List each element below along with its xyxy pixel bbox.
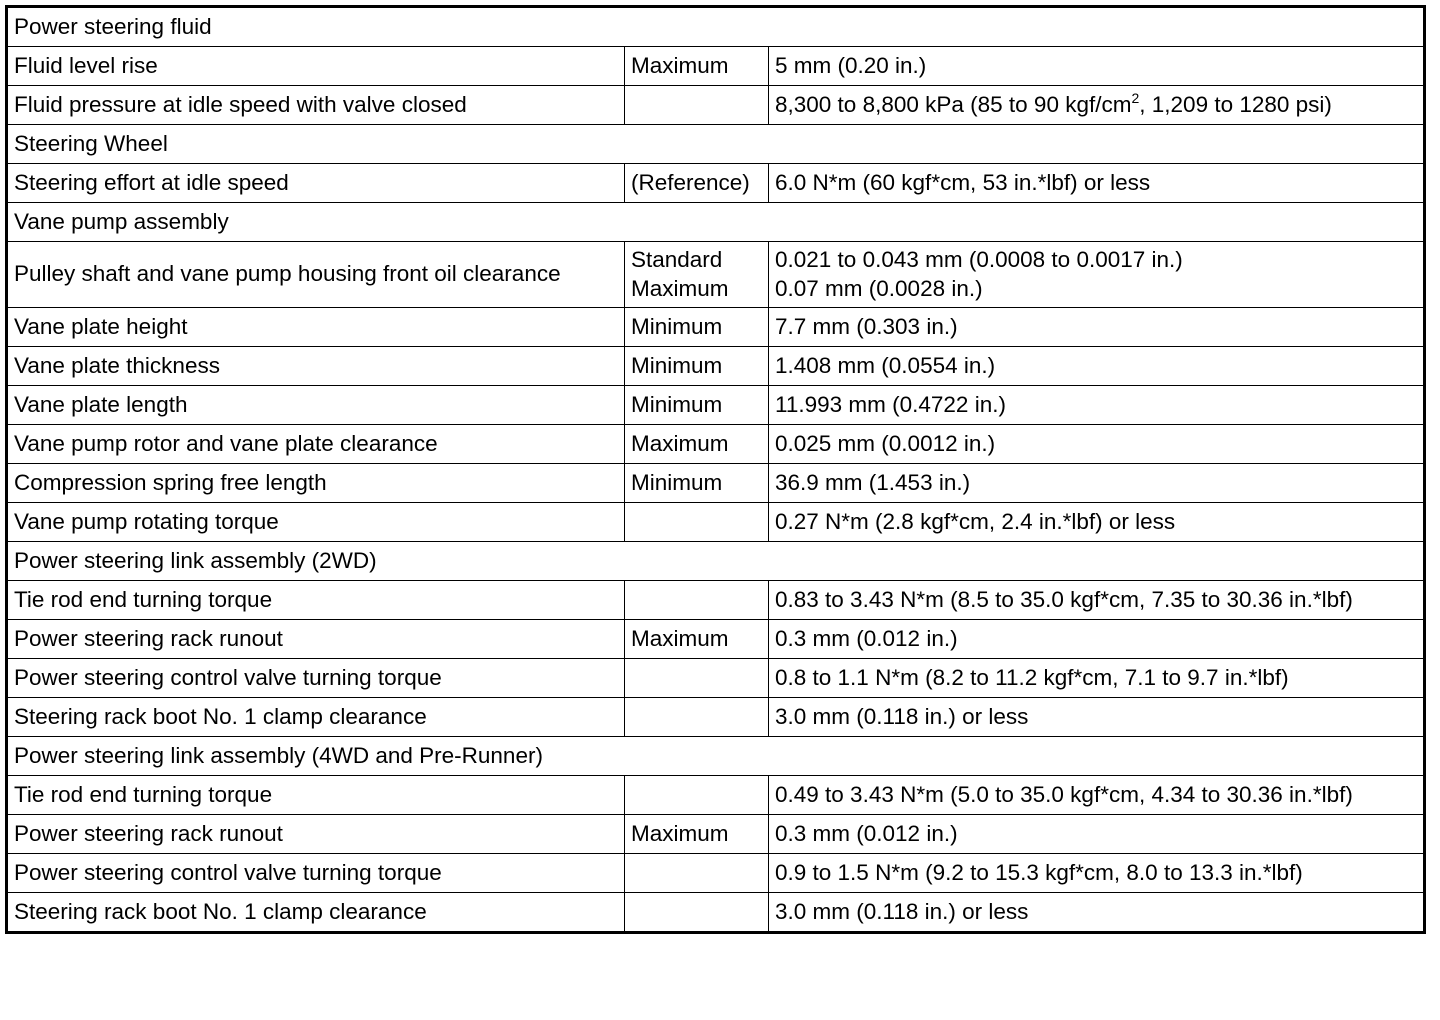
qualifier-line: Maximum xyxy=(631,275,729,301)
value-cell: 36.9 mm (1.453 in.) xyxy=(769,464,1425,503)
section-header-row xyxy=(7,542,1425,581)
value-cell: 0.27 N*m (2.8 kgf*cm, 2.4 in.*lbf) or less xyxy=(769,503,1425,542)
table-row xyxy=(7,242,1425,308)
section-title: Power steering link assembly (2WD) xyxy=(7,542,1425,581)
table-row xyxy=(7,659,1425,698)
qualifier-cell xyxy=(625,86,769,125)
qualifier-cell xyxy=(625,893,769,933)
item-cell: Pulley shaft and vane pump housing front oil clearance xyxy=(7,242,625,308)
qualifier-cell xyxy=(625,698,769,737)
item-cell: Tie rod end turning torque xyxy=(7,776,625,815)
value-cell: 1.408 mm (0.0554 in.) xyxy=(769,347,1425,386)
item-cell: Vane plate height xyxy=(7,308,625,347)
qualifier-cell xyxy=(625,776,769,815)
table-row xyxy=(7,86,1425,125)
qualifier-cell: (Reference) xyxy=(625,164,769,203)
qualifier-cell xyxy=(625,242,769,308)
table-row xyxy=(7,47,1425,86)
value-line: 0.07 mm (0.0028 in.) xyxy=(775,275,983,301)
item-cell: Power steering control valve turning torque xyxy=(7,854,625,893)
table-row xyxy=(7,815,1425,854)
value-line: 0.021 to 0.043 mm (0.0008 to 0.0017 in.) xyxy=(775,247,1183,273)
value-cell: 6.0 N*m (60 kgf*cm, 53 in.*lbf) or less xyxy=(769,164,1425,203)
value-cell: 0.8 to 1.1 N*m (8.2 to 11.2 kgf*cm, 7.1 to 9.7 in.*lbf) xyxy=(769,659,1425,698)
value-cell xyxy=(769,242,1425,308)
section-header-row xyxy=(7,737,1425,776)
section-header-row xyxy=(7,7,1425,47)
item-cell: Power steering control valve turning torque xyxy=(7,659,625,698)
qualifier-cell: Minimum xyxy=(625,464,769,503)
section-title: Vane pump assembly xyxy=(7,203,1425,242)
table-row xyxy=(7,581,1425,620)
table-row xyxy=(7,425,1425,464)
qualifier-cell xyxy=(625,503,769,542)
section-title: Power steering fluid xyxy=(7,7,1425,47)
value-cell: 0.83 to 3.43 N*m (8.5 to 35.0 kgf*cm, 7.35 to 30.36 in.*lbf) xyxy=(769,581,1425,620)
item-cell: Fluid pressure at idle speed with valve closed xyxy=(7,86,625,125)
value-cell xyxy=(769,86,1425,125)
qualifier-cell xyxy=(625,854,769,893)
value-cell: 5 mm (0.20 in.) xyxy=(769,47,1425,86)
table-row xyxy=(7,347,1425,386)
value-cell: 0.49 to 3.43 N*m (5.0 to 35.0 kgf*cm, 4.34 to 30.36 in.*lbf) xyxy=(769,776,1425,815)
section-header-row xyxy=(7,203,1425,242)
value-cell: 11.993 mm (0.4722 in.) xyxy=(769,386,1425,425)
value-cell: 3.0 mm (0.118 in.) or less xyxy=(769,698,1425,737)
value-cell: 0.3 mm (0.012 in.) xyxy=(769,815,1425,854)
item-cell: Power steering rack runout xyxy=(7,815,625,854)
table-row xyxy=(7,620,1425,659)
item-cell: Vane plate length xyxy=(7,386,625,425)
section-title: Power steering link assembly (4WD and Pre-Runner) xyxy=(7,737,1425,776)
table-row xyxy=(7,854,1425,893)
section-title: Steering Wheel xyxy=(7,125,1425,164)
item-cell: Compression spring free length xyxy=(7,464,625,503)
table-row xyxy=(7,164,1425,203)
value-cell: 0.025 mm (0.0012 in.) xyxy=(769,425,1425,464)
qualifier-cell: Minimum xyxy=(625,347,769,386)
item-cell: Fluid level rise xyxy=(7,47,625,86)
table-row xyxy=(7,893,1425,933)
qualifier-cell: Minimum xyxy=(625,386,769,425)
item-cell: Vane pump rotor and vane plate clearance xyxy=(7,425,625,464)
value-text: 8,300 to 8,800 kPa (85 to 90 kgf/cm xyxy=(775,91,1132,117)
value-cell: 0.3 mm (0.012 in.) xyxy=(769,620,1425,659)
table-row xyxy=(7,503,1425,542)
qualifier-cell: Maximum xyxy=(625,620,769,659)
qualifier-line: Standard xyxy=(631,247,723,273)
section-header-row xyxy=(7,125,1425,164)
table-row xyxy=(7,308,1425,347)
qualifier-cell: Maximum xyxy=(625,815,769,854)
qualifier-cell xyxy=(625,581,769,620)
item-cell: Vane pump rotating torque xyxy=(7,503,625,542)
qualifier-cell: Maximum xyxy=(625,47,769,86)
item-cell: Steering rack boot No. 1 clamp clearance xyxy=(7,893,625,933)
item-cell: Power steering rack runout xyxy=(7,620,625,659)
table-row xyxy=(7,776,1425,815)
qualifier-cell xyxy=(625,659,769,698)
value-cell: 3.0 mm (0.118 in.) or less xyxy=(769,893,1425,933)
qualifier-cell: Minimum xyxy=(625,308,769,347)
item-cell: Tie rod end turning torque xyxy=(7,581,625,620)
qualifier-cell: Maximum xyxy=(625,425,769,464)
spec-table xyxy=(5,5,1426,934)
table-row xyxy=(7,698,1425,737)
table-row xyxy=(7,386,1425,425)
item-cell: Vane plate thickness xyxy=(7,347,625,386)
value-cell: 7.7 mm (0.303 in.) xyxy=(769,308,1425,347)
value-cell: 0.9 to 1.5 N*m (9.2 to 15.3 kgf*cm, 8.0 to 13.3 in.*lbf) xyxy=(769,854,1425,893)
value-text: , 1,209 to 1280 psi) xyxy=(1139,91,1332,117)
item-cell: Steering rack boot No. 1 clamp clearance xyxy=(7,698,625,737)
item-cell: Steering effort at idle speed xyxy=(7,164,625,203)
table-row xyxy=(7,464,1425,503)
superscript: 2 xyxy=(1131,89,1140,106)
